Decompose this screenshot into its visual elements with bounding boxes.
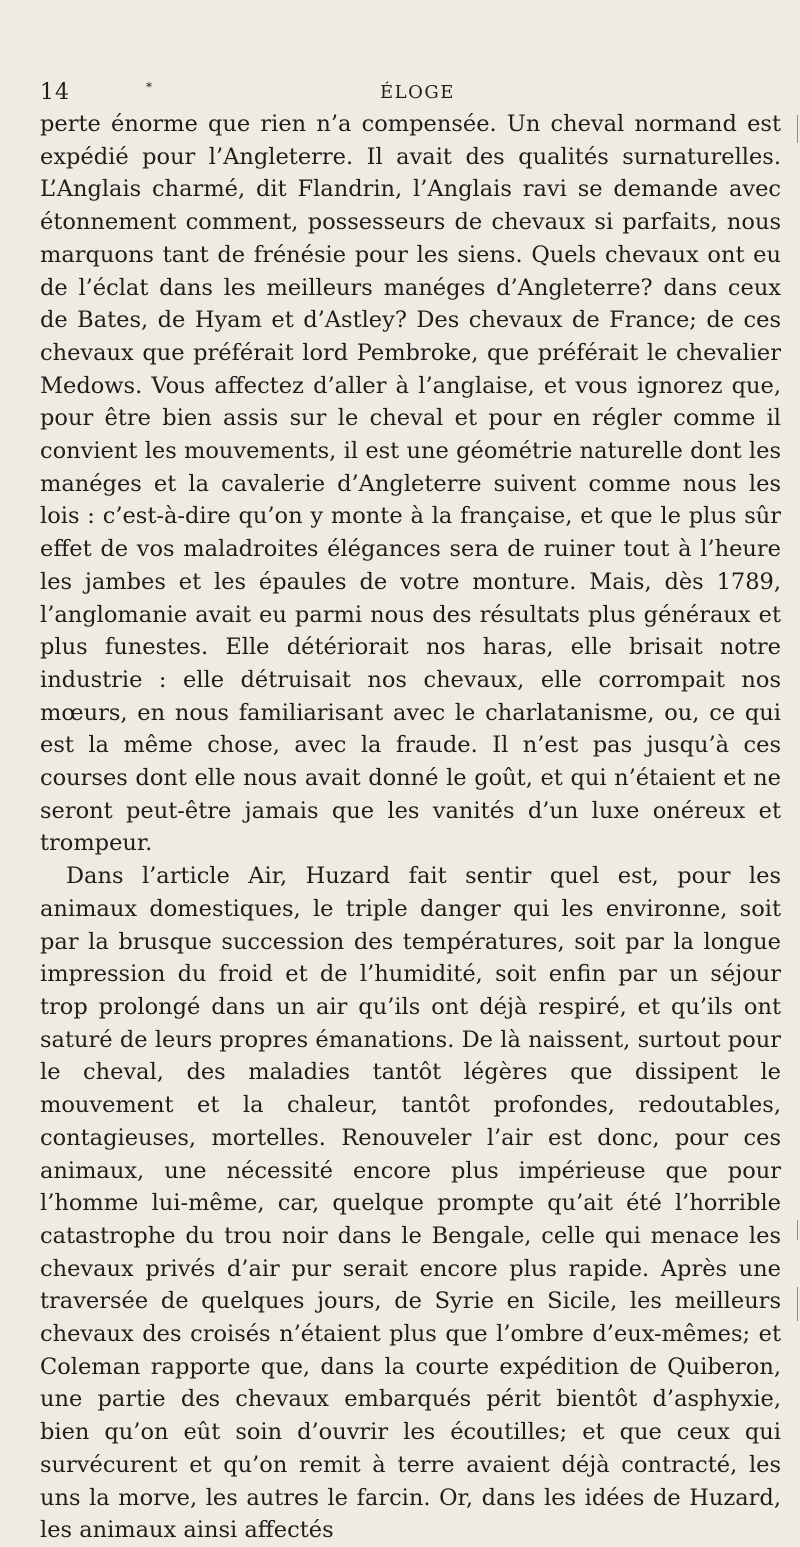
- printer-mark: *: [146, 80, 152, 94]
- page-edge-mark: [797, 115, 798, 143]
- paragraph-1: perte énorme que rien n’a compensée. Un cheval normand est expédié pour l’Angleterre. Il avait des qualités surnaturelles. L’Anglais charmé, dit Flandrin, l’Anglais ravi se demande avec étonnement comment, possesseurs de chevaux si parfaits, nous marquons tant de frénésie pour les siens. Quels chevaux ont eu de l’éclat dans les meilleurs manéges d’Angleterre? dans ceux de Bates, de Hyam et d’Astley? Des chevaux de France; de ces chevaux que préférait lord Pembroke, que préférait le chevalier Medows. Vous affectez d’aller à l’anglaise, et vous ignorez que, pour être bien assis sur le cheval et pour en régler comme il convient les mouvements, il est une géométrie naturelle dont les manéges et la cavalerie d’Angleterre suivent comme nous les lois : c’est-à-dire qu’on y monte à la française, et que le plus sûr effet de vos maladroites élégances sera de ruiner tout à l’heure les jambes et les épaules de votre monture. Mais, dès 1789, l’anglomanie avait eu parmi nous des résultats plus généraux et plus funestes. Elle détériorait nos haras, elle brisait notre industrie : elle détruisait nos chevaux, elle corrompait nos mœurs, en nous familiarisant avec le charlatanisme, ou, ce qui est la même chose, avec la fraude. Il n’est pas jusqu’à ces courses dont elle nous avait donné le goût, et qui n’étaient et ne seront peut-être jamais que les vanités d’un luxe onéreux et trompeur.: [40, 111, 781, 857]
- page-number: 14: [40, 80, 70, 105]
- page-edge-mark: [797, 1220, 798, 1240]
- paragraph-2: Dans l’article Air, Huzard fait sentir quel est, pour les animaux domestiques, le triple danger qui les environne, soit par la brusque succession des températures, soit par la longue impression du froid et de l’humidité, soit enfin par un séjour trop prolongé dans un air qu’ils ont déjà respiré, et qu’ils ont saturé de leurs propres émanations. De là naissent, surtout pour le cheval, des maladies tantôt légères que dissipent le mouvement et la chaleur, tantôt profondes, redoutables, contagieuses, mortelles. Renouveler l’air est donc, pour ces animaux, une nécessité encore plus impérieuse que pour l’homme lui-même, car, quelque prompte qu’ait été l’horrible catastrophe du trou noir dans le Bengale, celle qui menace les chevaux privés d’air pur serait encore plus rapide. Après une traversée de quelques jours, de Syrie en Sicile, les meilleurs chevaux des croisés n’étaient plus que l’ombre d’eux-mêmes; et Coleman rapporte que, dans la courte expédition de Quiberon, une partie des chevaux embarqués périt bientôt d’asphyxie, bien qu’on eût soin d’ouvrir les écoutilles; et que ceux qui survécurent et qu’on remit à terre avaient déjà contracté, les uns la morve, les autres le farcin. Or, dans les idées de Huzard, les animaux ainsi affectés: [40, 863, 781, 1544]
- body-text: [40, 108, 781, 1547]
- page-edge-mark: [797, 1287, 798, 1321]
- running-title: ÉLOGE: [380, 82, 455, 103]
